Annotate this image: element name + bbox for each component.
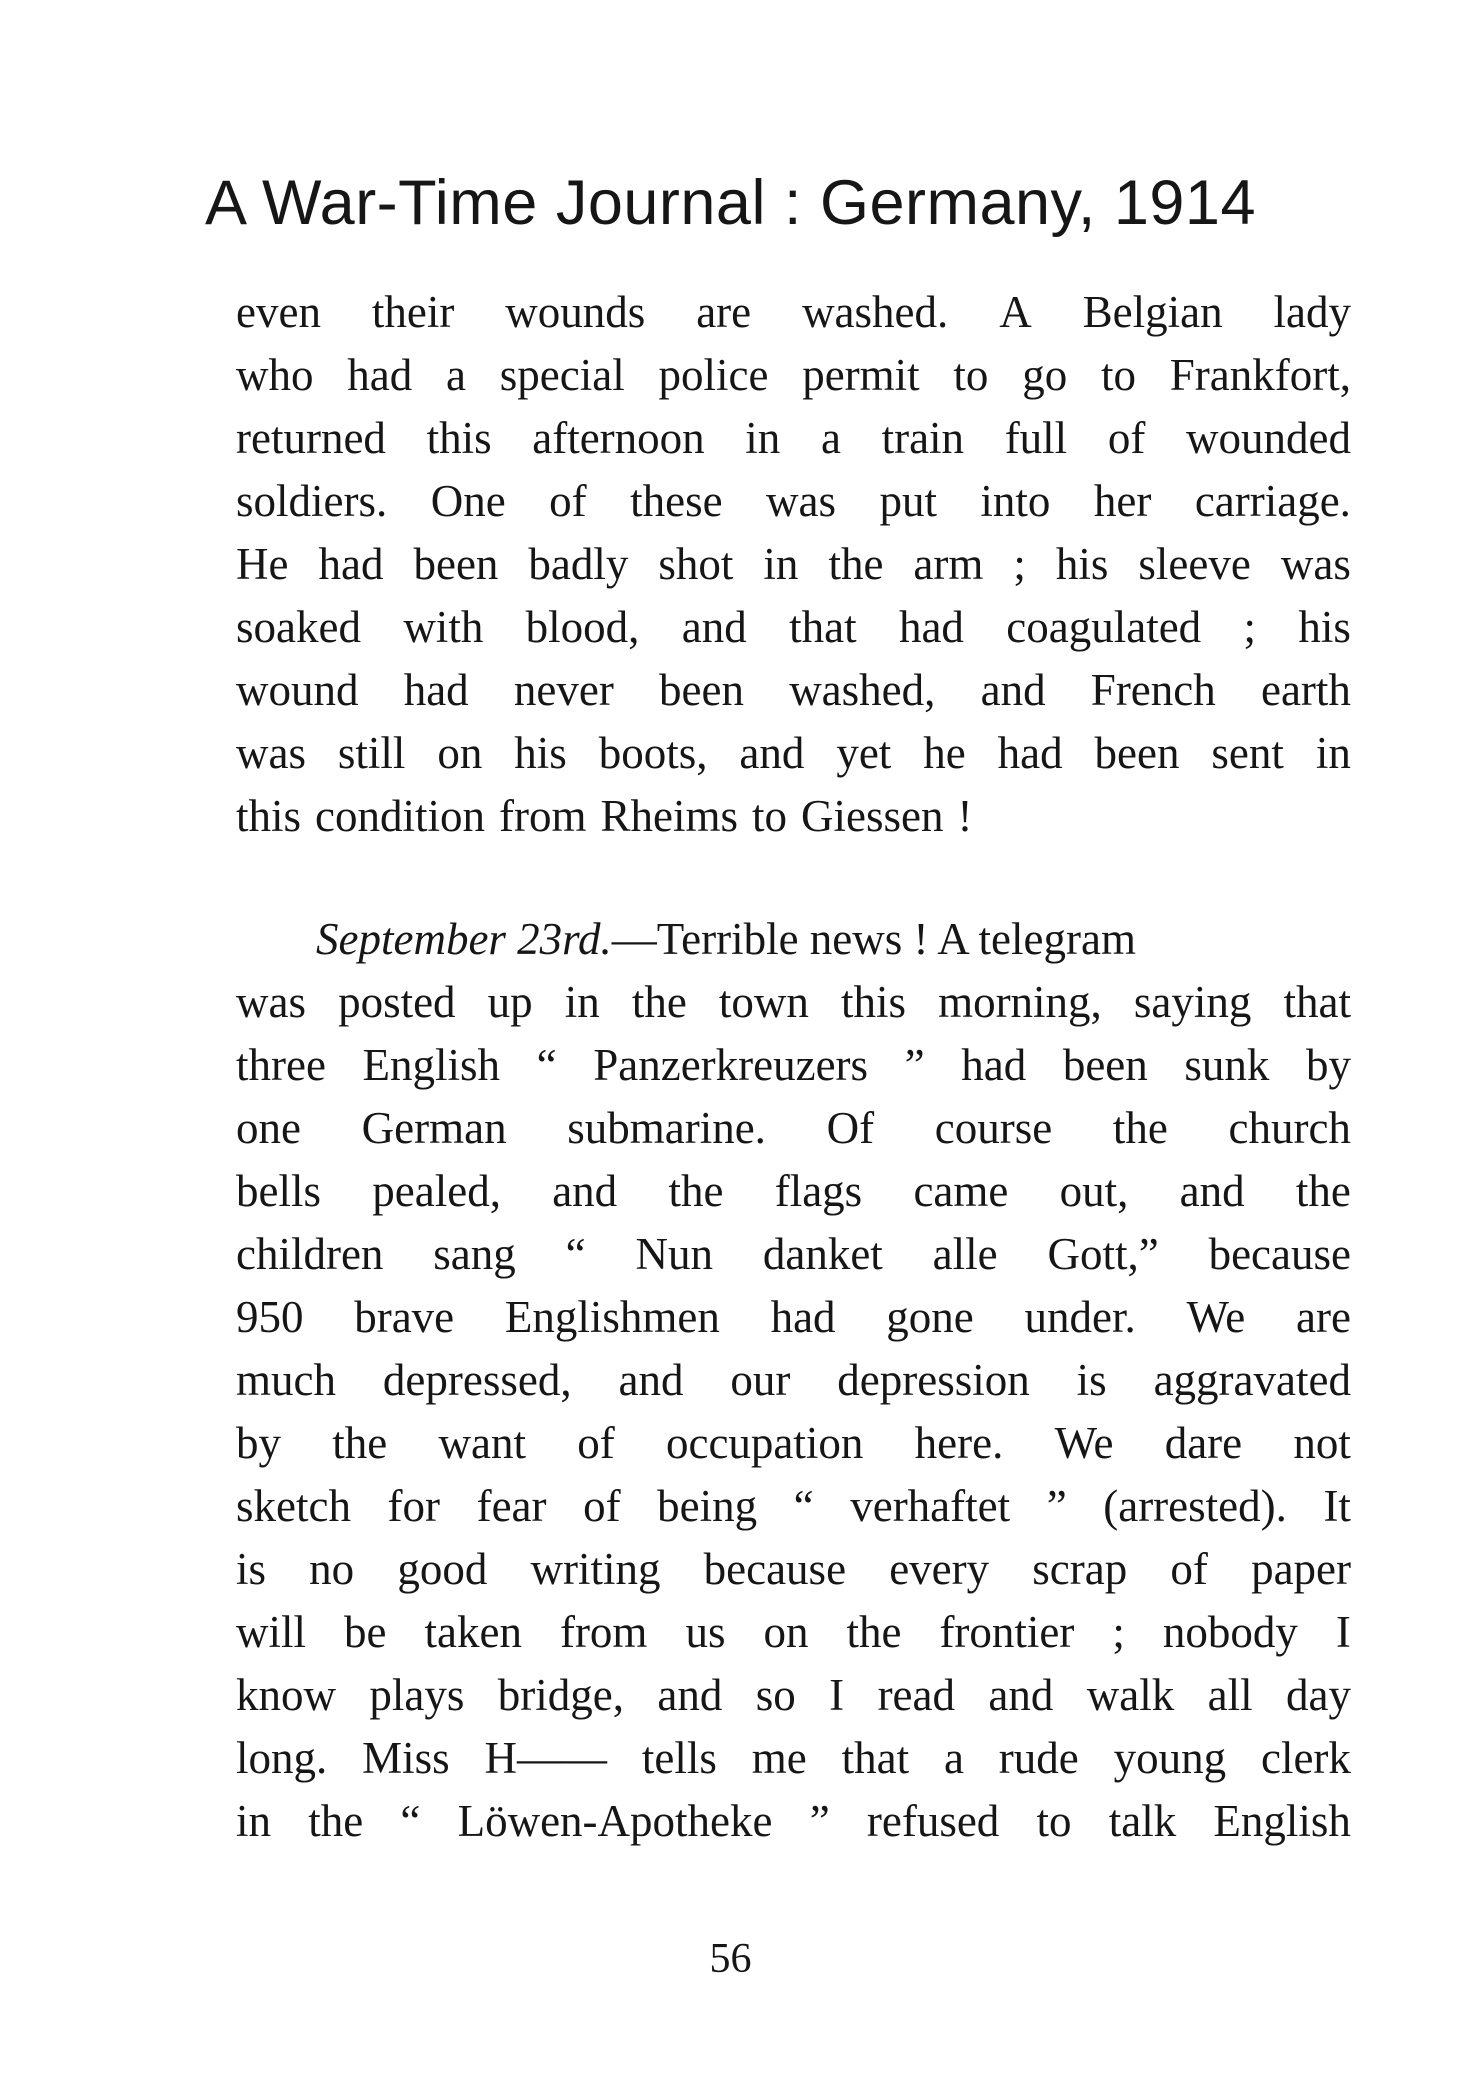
text-line: will be taken from us on the frontier ; nobody I [236,1607,1351,1657]
text-line: wound had never been washed, and French earth [236,665,1351,715]
text-line: children sang “ Nun danket alle Gott,” because [236,1229,1351,1279]
text-line: long. Miss H—— tells me that a rude young clerk [236,1733,1351,1783]
running-title: A War-Time Journal : Germany, 1914 [204,168,1257,238]
text-line: one German submarine. Of course the church [236,1103,1351,1153]
text-line: returned this afternoon in a train full of wounded [236,413,1351,463]
text-line: soaked with blood, and that had coagulated ; his [236,602,1351,652]
text-line: who had a special police permit to go to Frankfort, [236,350,1351,400]
text-line: sketch for fear of being “ verhaftet ” (arrested). It [236,1481,1351,1531]
page-number: 56 [709,1936,752,1982]
paragraph-2 [236,908,1351,1853]
text-line: bells pealed, and the flags came out, and the [236,1166,1351,1216]
text-line: was still on his boots, and yet he had been sent in [236,728,1351,778]
text-line: know plays bridge, and so I read and walk all day [236,1670,1351,1720]
paragraph-2-first-line [236,908,1351,971]
text-line: much depressed, and our depression is aggravated [236,1355,1351,1405]
paragraph-1 [236,281,1351,848]
text-line: He had been badly shot in the arm ; his sleeve was [236,539,1351,589]
text-line: even their wounds are washed. A Belgian lady [236,287,1351,337]
text-line: three English “ Panzerkreuzers ” had been sunk by [236,1040,1351,1090]
text-line: by the want of occupation here. We dare not [236,1418,1351,1468]
text-line: in the “ Löwen-Apotheke ” refused to talk English [236,1796,1351,1846]
text-line: is no good writing because every scrap of paper [236,1544,1351,1594]
text-line: was posted up in the town this morning, saying that [236,977,1351,1027]
text-line: this condition from Rheims to Giessen ! [236,791,973,841]
text-line: 950 brave Englishmen had gone under. We are [236,1292,1351,1342]
text-line: soldiers. One of these was put into her carriage. [236,476,1351,526]
entry-date: September 23rd.—Terrible news ! A telegram [316,914,1136,964]
